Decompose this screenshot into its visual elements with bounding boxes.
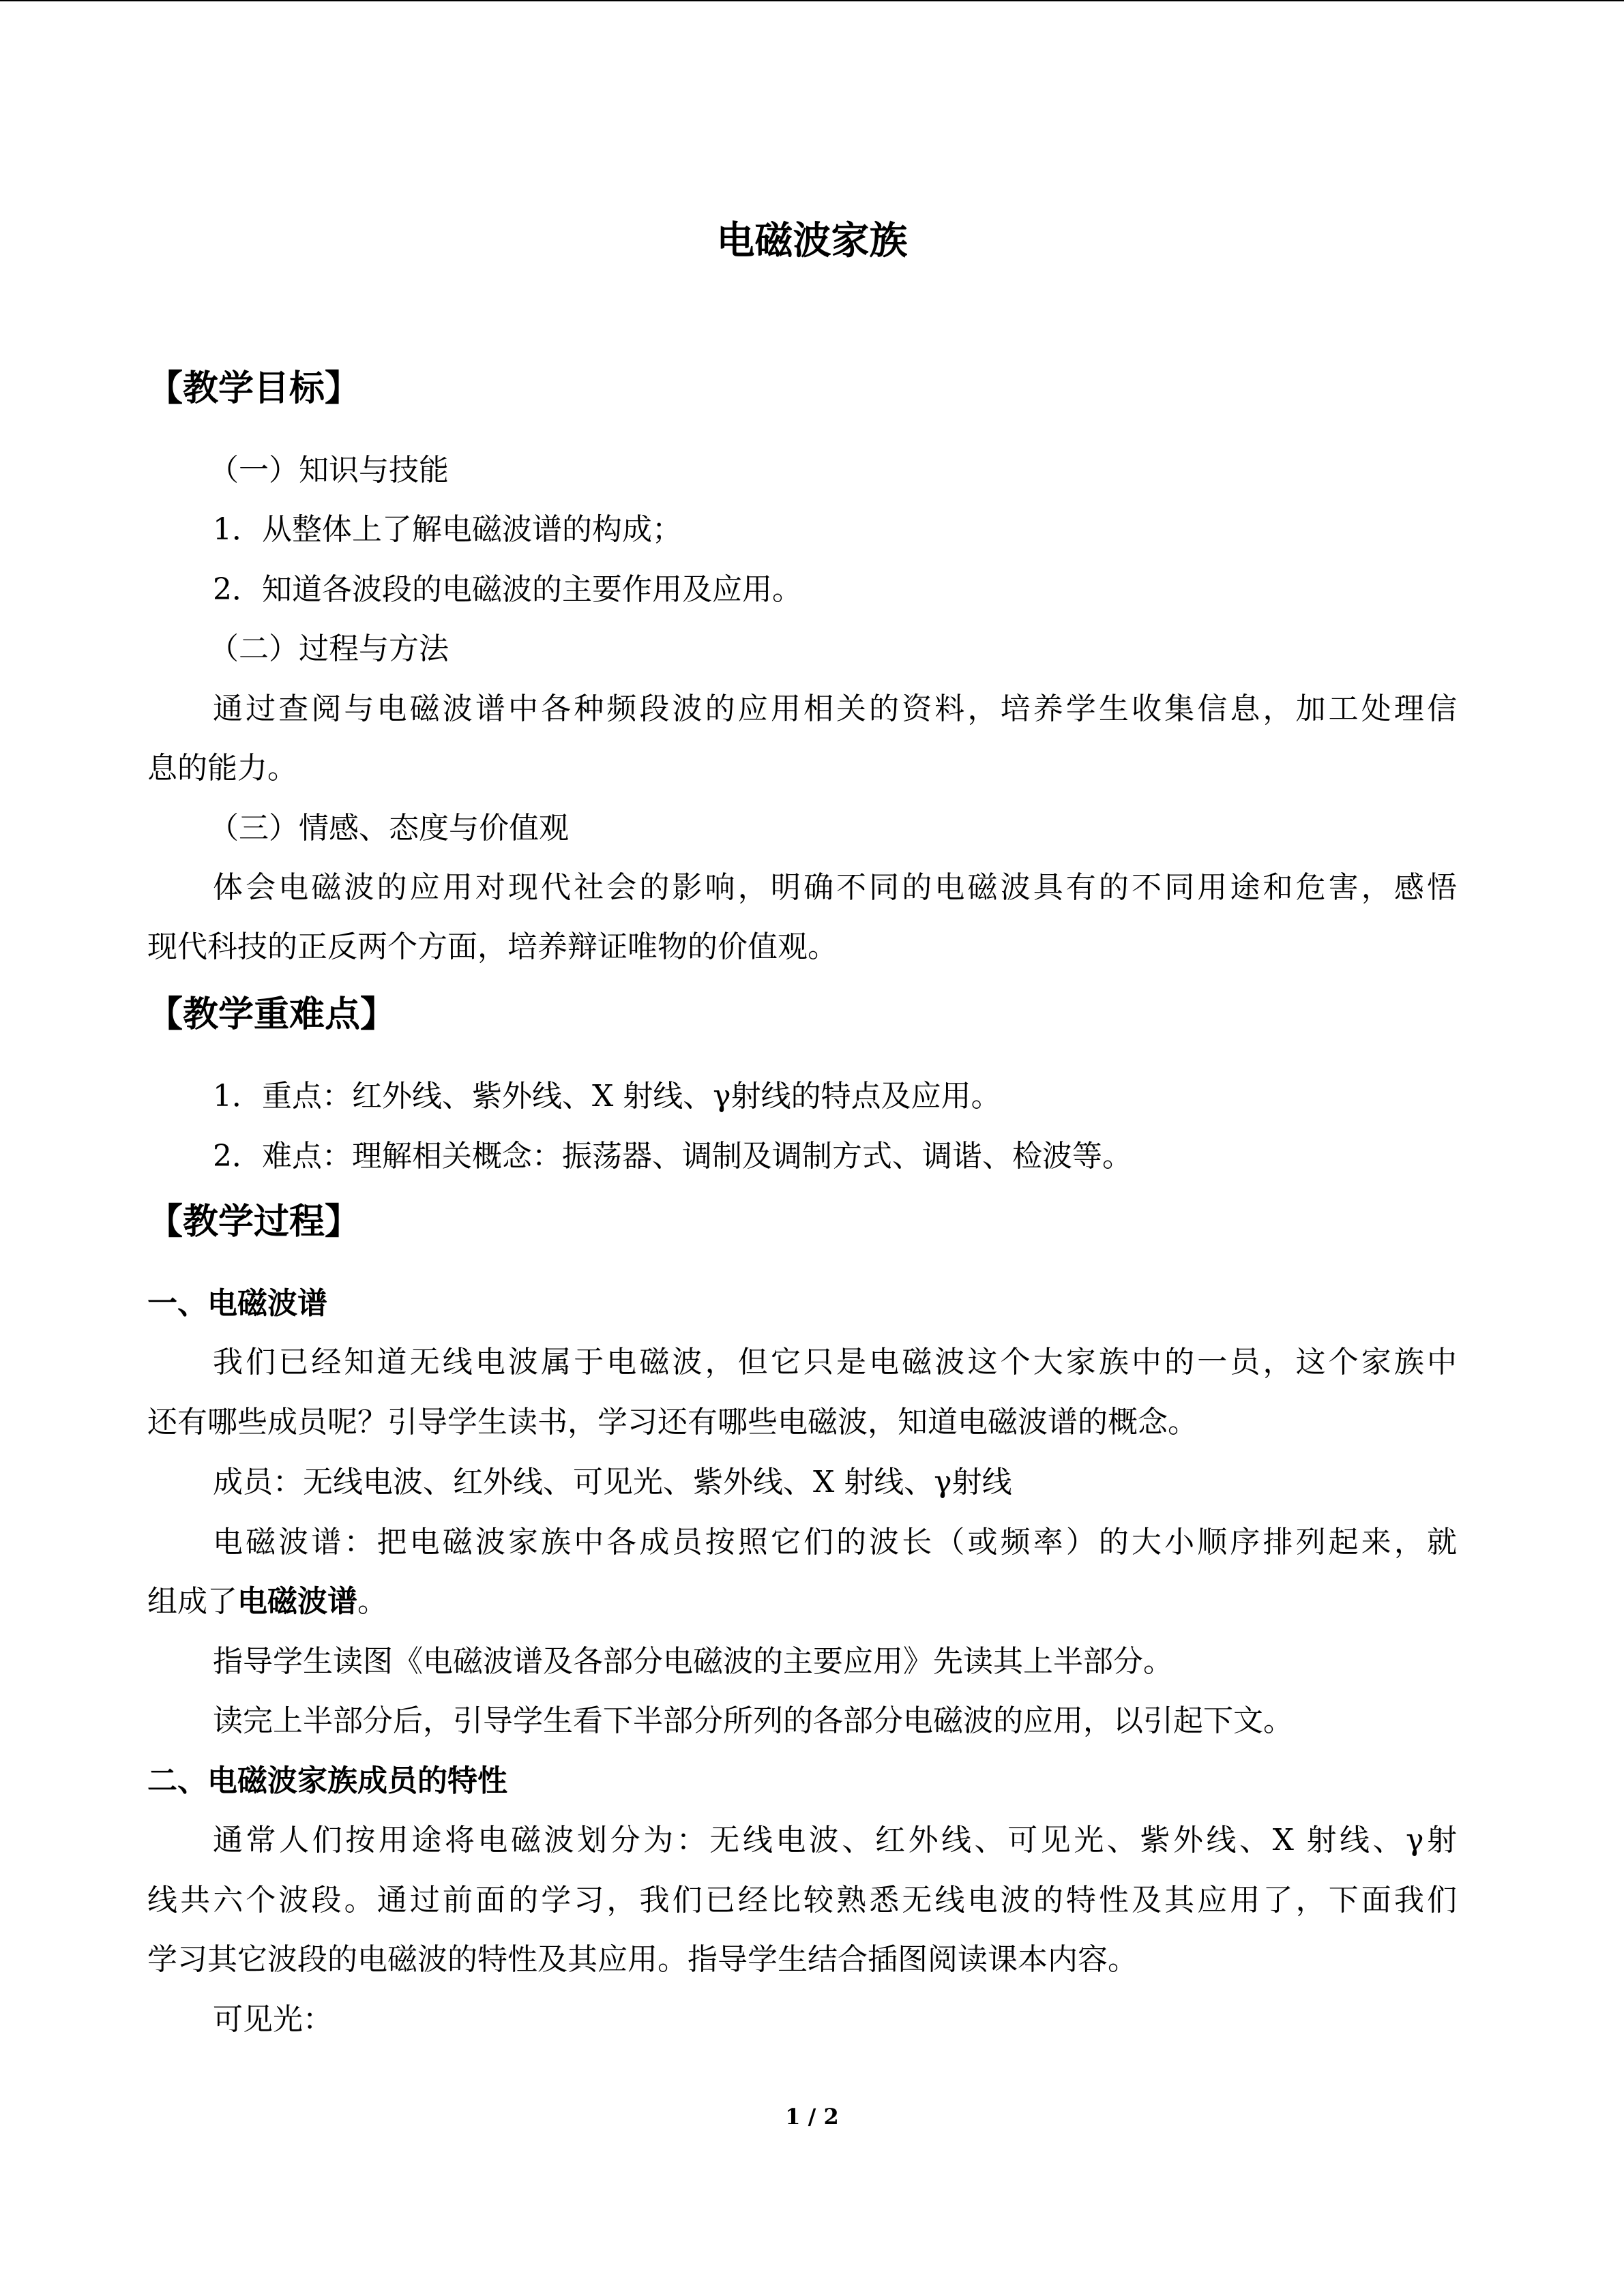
process-heading: 【教学过程】 bbox=[147, 1202, 361, 1242]
spectrum-definition-line-2 bbox=[147, 1581, 1457, 1622]
spectrum-definition-line-1: 电磁波谱：把电磁波家族中各成员按照它们的波长（或频率）的大小顺序排列起来，就 bbox=[213, 1525, 1457, 1560]
spectrum-members: 成员：无线电波、红外线、可见光、紫外线、X 射线、γ射线 bbox=[213, 1465, 1012, 1500]
key-points-heading: 【教学重难点】 bbox=[147, 994, 396, 1035]
section-2-title: 二、电磁波家族成员的特性 bbox=[147, 1763, 507, 1798]
properties-line-3: 学习其它波段的电磁波的特性及其应用。指导学生结合插图阅读课本内容。 bbox=[147, 1942, 1138, 1977]
properties-line-2: 线共六个波段。通过前面的学习，我们已经比较熟悉无线电波的特性及其应用了，下面我们 bbox=[147, 1883, 1457, 1918]
section-1-title: 一、电磁波谱 bbox=[147, 1286, 327, 1321]
reading-guide: 指导学生读图《电磁波谱及各部分电磁波的主要应用》先读其上半部分。 bbox=[213, 1644, 1173, 1679]
spectrum-intro-line-1: 我们已经知道无线电波属于电磁波，但它只是电磁波这个大家族中的一员，这个家族中 bbox=[213, 1345, 1457, 1380]
page-title: 电磁波家族 bbox=[716, 219, 908, 263]
key-point-item-2: 2．难点：理解相关概念：振荡器、调制及调制方式、调谐、检波等。 bbox=[213, 1139, 1132, 1174]
knowledge-label: （一）知识与技能 bbox=[209, 453, 449, 488]
process-text-line-2: 息的能力。 bbox=[147, 751, 297, 786]
properties-line-1: 通常人们按用途将电磁波划分为：无线电波、红外线、可见光、紫外线、X 射线、γ射 bbox=[213, 1823, 1457, 1858]
emotion-label: （三）情感、态度与价值观 bbox=[209, 811, 569, 846]
emotion-text-line-1: 体会电磁波的应用对现代社会的影响，明确不同的电磁波具有的不同用途和危害，感悟 bbox=[213, 870, 1457, 905]
visible-light-label: 可见光： bbox=[213, 2002, 333, 2037]
process-text-line-1: 通过查阅与电磁波谱中各种频段波的应用相关的资料，培养学生收集信息，加工处理信 bbox=[213, 691, 1457, 726]
reading-followup: 读完上半部分后，引导学生看下半部分所列的各部分电磁波的应用，以引起下文。 bbox=[213, 1703, 1293, 1738]
spectrum-intro-line-2: 还有哪些成员呢？引导学生读书，学习还有哪些电磁波，知道电磁波谱的概念。 bbox=[147, 1405, 1198, 1440]
knowledge-item-1: 1．从整体上了解电磁波谱的构成； bbox=[213, 512, 682, 547]
goals-heading: 【教学目标】 bbox=[147, 368, 361, 409]
definition-suffix: 。 bbox=[357, 1584, 387, 1619]
process-label: （二）过程与方法 bbox=[209, 631, 449, 666]
page-number: 1 / 2 bbox=[785, 2104, 839, 2130]
knowledge-item-2: 2．知道各波段的电磁波的主要作用及应用。 bbox=[213, 572, 802, 607]
emotion-text-line-2: 现代科技的正反两个方面，培养辩证唯物的价值观。 bbox=[147, 929, 838, 964]
definition-term: 电磁波谱 bbox=[237, 1584, 357, 1619]
key-point-item-1: 1．重点：红外线、紫外线、X 射线、γ射线的特点及应用。 bbox=[213, 1079, 1001, 1114]
definition-prefix: 组成了 bbox=[147, 1584, 237, 1619]
